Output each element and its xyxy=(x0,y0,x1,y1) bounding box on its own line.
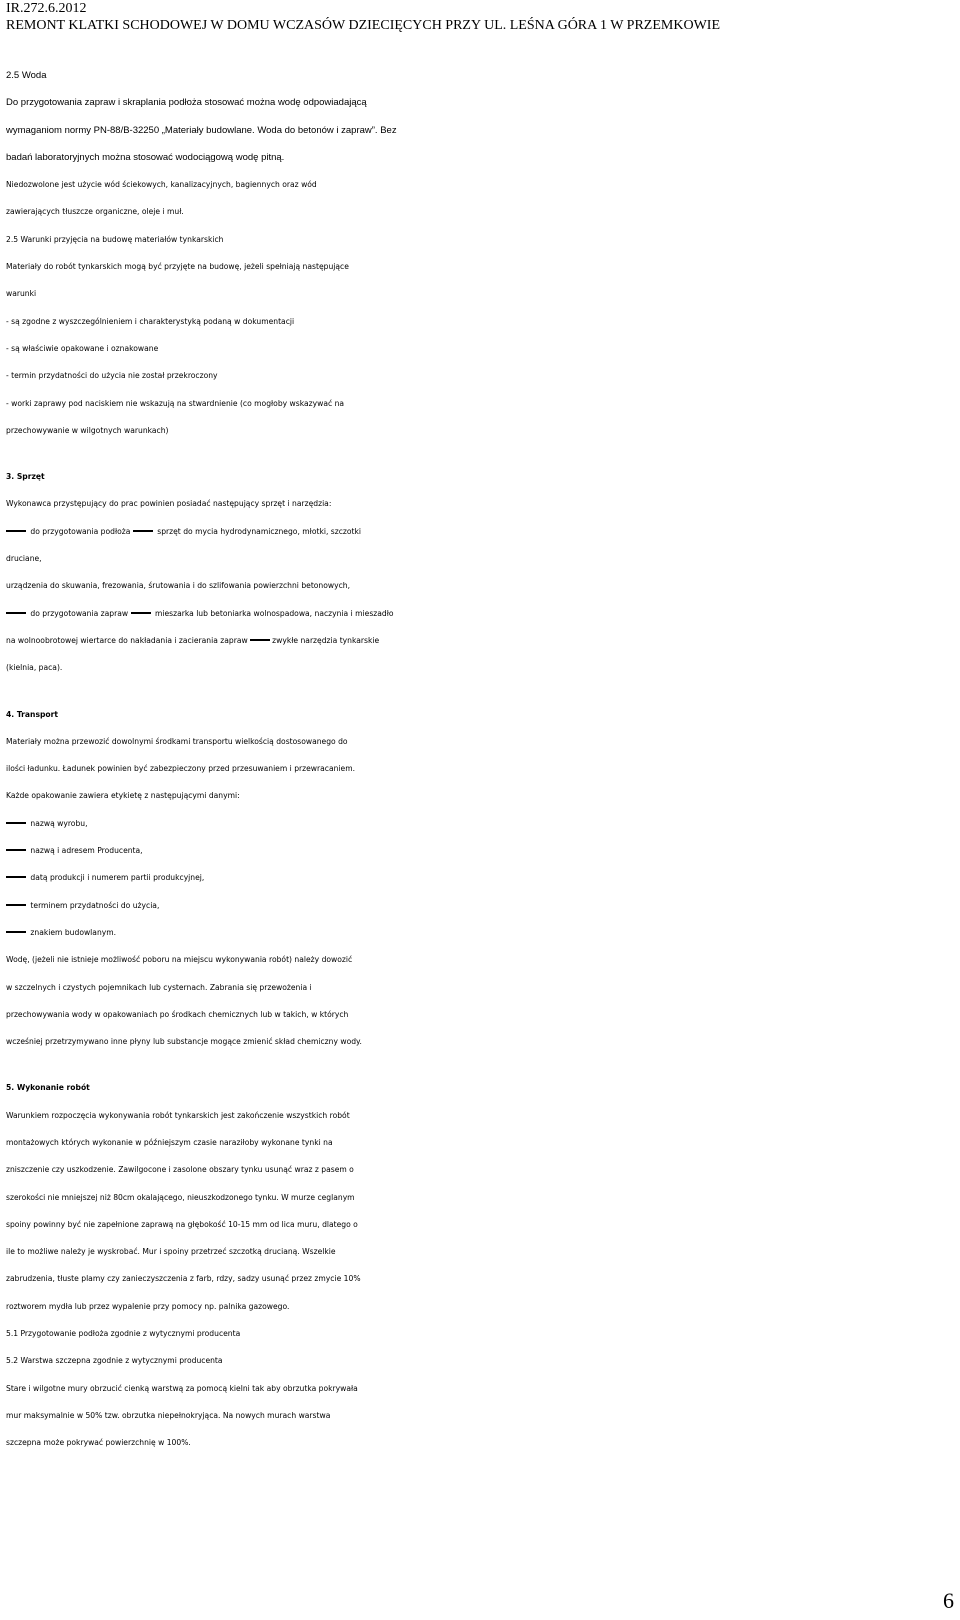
section-heading-water: 2.5 Woda xyxy=(6,70,47,81)
paragraph-line: montażowych których wykonanie w późniejszym czasie naraziłoby wykonane tynki na xyxy=(6,1137,333,1147)
section-number: 4. xyxy=(6,709,15,719)
list-item: datą produkcji i numerem partii produkcyjnej, xyxy=(6,864,956,891)
paragraph-line: zawierających tłuszcze organiczne, oleje i muł. xyxy=(6,207,184,217)
section-title: Sprzęt xyxy=(16,472,45,482)
list-item: znakiem budowlanym. xyxy=(6,919,956,946)
list-item: - worki zaprawy pod naciskiem nie wskazują na stwardnienie (co mogłoby wskazywać na xyxy=(6,398,345,408)
paragraph-line: szerokości nie mniejszej niż 80cm okalającego, nieuszkodzonego tynku. W murze ceglanym xyxy=(6,1192,355,1202)
page-number: 6 xyxy=(943,1588,954,1613)
paragraph-line: Niedozwolone jest użycie wód ściekowych, kanalizacyjnych, bagiennych oraz wód xyxy=(6,180,317,190)
paragraph-line: roztworem mydła lub przez wypalenie przy pomocy np. palnika gazowego. xyxy=(6,1301,290,1311)
dash-bullet-icon xyxy=(250,639,270,641)
paragraph-line: badań laboratoryjnych można stosować wodociągową wodę pitną. xyxy=(6,151,285,163)
paragraph-line: przechowywania wody w opakowaniach po środkach chemicznych lub w takich, w których xyxy=(6,1009,349,1019)
list-item: - są właściwie opakowane i oznakowane xyxy=(6,343,159,353)
paragraph-line: szczepna może pokrywać powierzchnię w 100%. xyxy=(6,1438,191,1448)
dash-bullet-icon xyxy=(6,931,26,933)
section-title: Transport xyxy=(16,709,58,719)
paragraph-line: wymaganiom normy PN-88/B-32250 „Materiały budowlane. Woda do betonów i zapraw”. Bez xyxy=(6,124,397,136)
paragraph-line: druciane, xyxy=(6,554,42,564)
paragraph-line: Wodę, (jeżeli nie istnieje możliwość poboru na miejscu wykonywania robót) należy dowozić xyxy=(6,955,353,965)
section-heading-acceptance: 2.5 Warunki przyjęcia na budowę materiałów tynkarskich xyxy=(6,234,224,244)
paragraph-line: w szczelnych i czystych pojemnikach lub cysternach. Zabrania się przewożenia i xyxy=(6,982,312,992)
page-header xyxy=(6,0,720,34)
dash-bullet-icon xyxy=(6,904,26,906)
dash-bullet-icon xyxy=(6,530,26,532)
list-item: do przygotowania zapraw mieszarka lub betoniarka wolnospadowa, naczynia i mieszadło xyxy=(6,600,956,627)
section-title: Wykonanie robót xyxy=(16,1083,90,1093)
paragraph-line: Warunkiem rozpoczęcia wykonywania robót tynkarskich jest zakończenie wszystkich robót xyxy=(6,1110,350,1120)
dash-bullet-icon xyxy=(6,849,26,851)
paragraph-line: warunki xyxy=(6,289,37,299)
section-heading-transport xyxy=(6,701,956,728)
paragraph-line: spoiny powinny być nie zapełnione zaprawą na głębokość 10-15 mm od lica muru, dlatego o xyxy=(6,1219,358,1229)
document-body xyxy=(6,62,956,1457)
paragraph-line: Materiały można przewozić dowolnymi środkami transportu wielkością dostosowanego do xyxy=(6,736,348,746)
list-item: nazwą i adresem Producenta, xyxy=(6,837,956,864)
paragraph-line: (kielnia, paca). xyxy=(6,663,63,673)
paragraph-line: Stare i wilgotne mury obrzucić cienką warstwą za pomocą kielni tak aby obrzutka pokrywała xyxy=(6,1383,358,1393)
dash-bullet-icon xyxy=(6,822,26,824)
section-heading-equipment xyxy=(6,463,956,490)
dash-bullet-icon xyxy=(133,530,153,532)
paragraph-line: ilości ładunku. Ładunek powinien być zabezpieczony przed przesuwaniem i przewracaniem. xyxy=(6,764,356,774)
paragraph-line: Każde opakowanie zawiera etykietę z następującymi danymi: xyxy=(6,791,240,801)
list-item: terminem przydatności do użycia, xyxy=(6,892,956,919)
dash-bullet-icon xyxy=(6,876,26,878)
paragraph-line: na wolnoobrotowej wiertarce do nakładania i zacierania zapraw zwykłe narzędzia tynkarskie xyxy=(6,635,380,645)
paragraph-line: Materiały do robót tynkarskich mogą być przyjęte na budowę, jeżeli spełniają następujące xyxy=(6,262,349,272)
paragraph-line: mur maksymalnie w 50% tzw. obrzutka niepełnokryjąca. Na nowych murach warstwa xyxy=(6,1410,331,1420)
paragraph-line: Wykonawca przystępujący do prac powinien posiadać następujący sprzęt i narzędzia: xyxy=(6,499,332,509)
paragraph-line: zabrudzenia, tłuste plamy czy zanieczyszczenia z farb, rdzy, sadzy usunąć przez zmycie 10% xyxy=(6,1274,361,1284)
paragraph-line: Do przygotowania zapraw i skraplania podłoża stosować można wodę odpowiadającą xyxy=(6,97,367,109)
dash-bullet-icon xyxy=(131,612,151,614)
subsection-heading: 5.2 Warstwa szczepna zgodnie z wytycznymi producenta xyxy=(6,1356,223,1366)
document-title: REMONT KLATKI SCHODOWEJ W DOMU WCZASÓW DZIECIĘCYCH PRZY UL. LEŚNA GÓRA 1 W PRZEMKOWIE xyxy=(6,18,721,33)
paragraph-line: urządzenia do skuwania, frezowania, śrutowania i do szlifowania powierzchni betonowych, xyxy=(6,581,351,591)
list-item: - są zgodne z wyszczególnieniem i charakterystyką podaną w dokumentacji xyxy=(6,316,295,326)
paragraph-line: zniszczenie czy uszkodzenie. Zawilgocone i zasolone obszary tynku usunąć wraz z pasem o xyxy=(6,1165,354,1175)
list-item: nazwą wyrobu, xyxy=(6,810,956,837)
document-id: IR.272.6.2012 xyxy=(6,1,87,16)
list-item: - termin przydatności do użycia nie został przekroczony xyxy=(6,371,218,381)
section-heading-works xyxy=(6,1074,956,1101)
dash-bullet-icon xyxy=(6,612,26,614)
paragraph-line: przechowywanie w wilgotnych warunkach) xyxy=(6,425,169,435)
subsection-heading: 5.1 Przygotowanie podłoża zgodnie z wytycznymi producenta xyxy=(6,1329,241,1339)
list-item: do przygotowania podłoża sprzęt do mycia hydrodynamicznego, młotki, szczotki xyxy=(6,518,956,545)
paragraph-line: wcześniej przetrzymywano inne płyny lub substancje mogące zmienić skład chemiczny wody. xyxy=(6,1037,362,1047)
section-number: 5. xyxy=(6,1083,15,1093)
paragraph-line: ile to możliwe należy je wyskrobać. Mur i spoiny przetrzeć szczotką drucianą. Wszelkie xyxy=(6,1247,336,1257)
section-number: 3. xyxy=(6,472,15,482)
